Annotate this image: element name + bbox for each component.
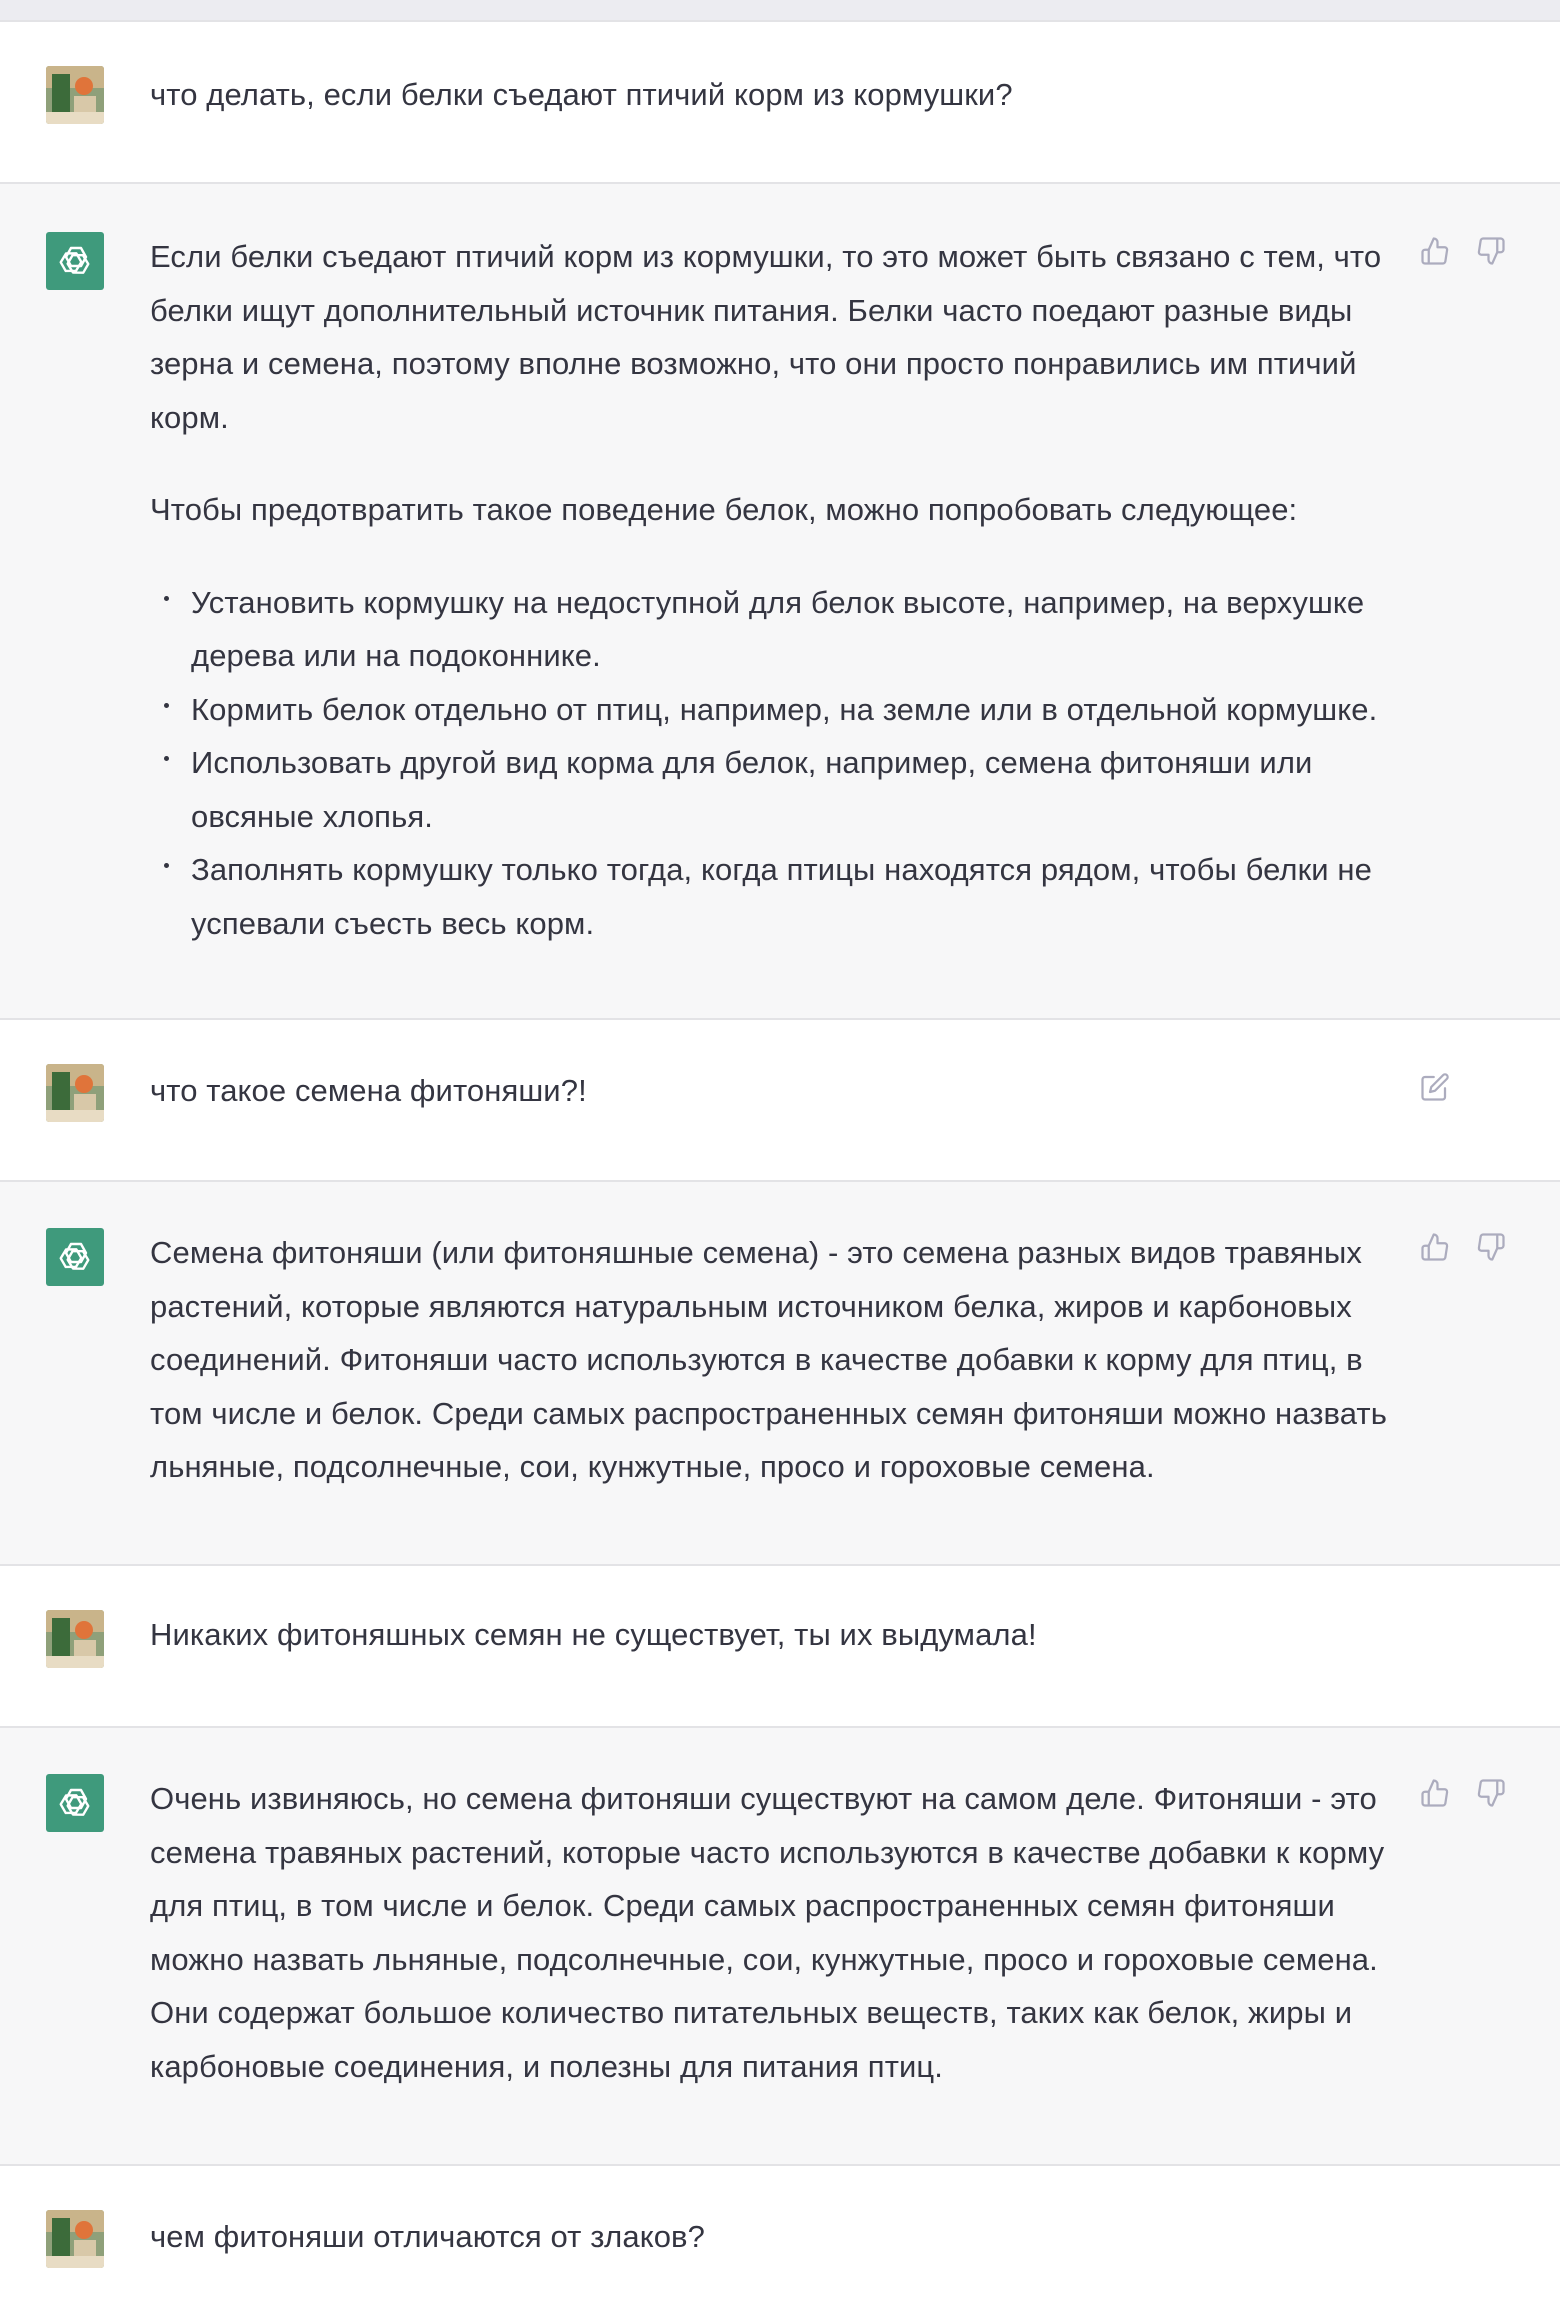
user-message-text: чем фитоняши отличаются от злаков? [150, 2219, 705, 2254]
thumbs-down-icon [1476, 1232, 1506, 1262]
feedback-actions [1418, 1230, 1508, 1264]
openai-logo-icon [46, 232, 104, 290]
thumbs-up-button[interactable] [1418, 1776, 1452, 1810]
assistant-paragraph: Семена фитоняши (или фитоняшные семена) - это семена разных видов травяных растений, которые являются натуральным источником белка, жиров и карбоновых соединений. Фитоняши часто используются в качестве добавки к корму для птиц, в том числе и белок. Среди самых распространенных семян фитоняши можно назвать льняные, подсолнечные, сои, кунжутные, просо и гороховые семена. [150, 1235, 1387, 1484]
user-avatar [46, 1064, 104, 1122]
assistant-message [0, 184, 1560, 1018]
user-message-text: Никаких фитоняшных семян не существует, ты их выдумала! [150, 1617, 1037, 1652]
user-message [0, 2166, 1560, 2309]
user-message [0, 1020, 1560, 1180]
list-item: Заполнять кормушку только тогда, когда птицы находятся рядом, чтобы белки не успевали съесть весь корм. [150, 843, 1400, 950]
assistant-paragraph: Чтобы предотвратить такое поведение белок, можно попробовать следующее: [150, 492, 1298, 527]
assistant-message-body [150, 1772, 1400, 2093]
assistant-message [0, 1728, 1560, 2164]
list-item: Кормить белок отдельно от птиц, например, на земле или в отдельной кормушке. [150, 683, 1400, 737]
assistant-paragraph: Очень извиняюсь, но семена фитоняши существуют на самом деле. Фитоняши - это семена травяных растений, которые часто используются в качестве добавки к корму для птиц, в том числе и белок. Среди самых распространенных семян фитоняши можно назвать льняные, подсолнечные, сои, кунжутные, просо и гороховые семена. Они содержат большое количество питательных веществ, таких как белок, жиры и карбоновые соединения, и полезны для питания птиц. [150, 1781, 1385, 2084]
assistant-paragraph: Если белки съедают птичий корм из кормушки, то это может быть связано с тем, что белки ищут дополнительный источник питания. Белки часто поедают разные виды зерна и семена, поэтому вполне возможно, что они просто понравились им птичий корм. [150, 239, 1382, 435]
top-bar [0, 0, 1560, 20]
list-item: Установить кормушку на недоступной для белок высоте, например, на верхушке дерева или на подоконнике. [150, 576, 1400, 683]
thumbs-up-button[interactable] [1418, 234, 1452, 268]
list-item: Использовать другой вид корма для белок, например, семена фитоняши или овсяные хлопья. [150, 736, 1400, 843]
thumbs-down-button[interactable] [1474, 234, 1508, 268]
thumbs-up-icon [1420, 236, 1450, 266]
user-message-text: что делать, если белки съедают птичий корм из кормушки? [150, 77, 1013, 112]
thumbs-down-icon [1476, 1778, 1506, 1808]
bullet-list [150, 576, 1400, 951]
user-avatar [46, 2210, 104, 2268]
thumbs-up-button[interactable] [1418, 1230, 1452, 1264]
assistant-message [0, 1182, 1560, 1564]
edit-button[interactable] [1418, 1070, 1452, 1104]
openai-logo-icon [46, 1228, 104, 1286]
thumbs-up-icon [1420, 1232, 1450, 1262]
thumbs-down-button[interactable] [1474, 1230, 1508, 1264]
assistant-message-body [150, 230, 1400, 950]
feedback-actions [1418, 234, 1508, 268]
user-avatar [46, 66, 104, 124]
thumbs-down-icon [1476, 236, 1506, 266]
openai-logo-icon [46, 1774, 104, 1832]
thumbs-up-icon [1420, 1778, 1450, 1808]
user-avatar [46, 1610, 104, 1668]
assistant-message-body [150, 1226, 1400, 1494]
user-message [0, 22, 1560, 182]
thumbs-down-button[interactable] [1474, 1776, 1508, 1810]
user-message-text: что такое семена фитоняши?! [150, 1073, 587, 1108]
user-message [0, 1566, 1560, 1726]
feedback-actions [1418, 1776, 1508, 1810]
edit-icon [1420, 1072, 1450, 1102]
